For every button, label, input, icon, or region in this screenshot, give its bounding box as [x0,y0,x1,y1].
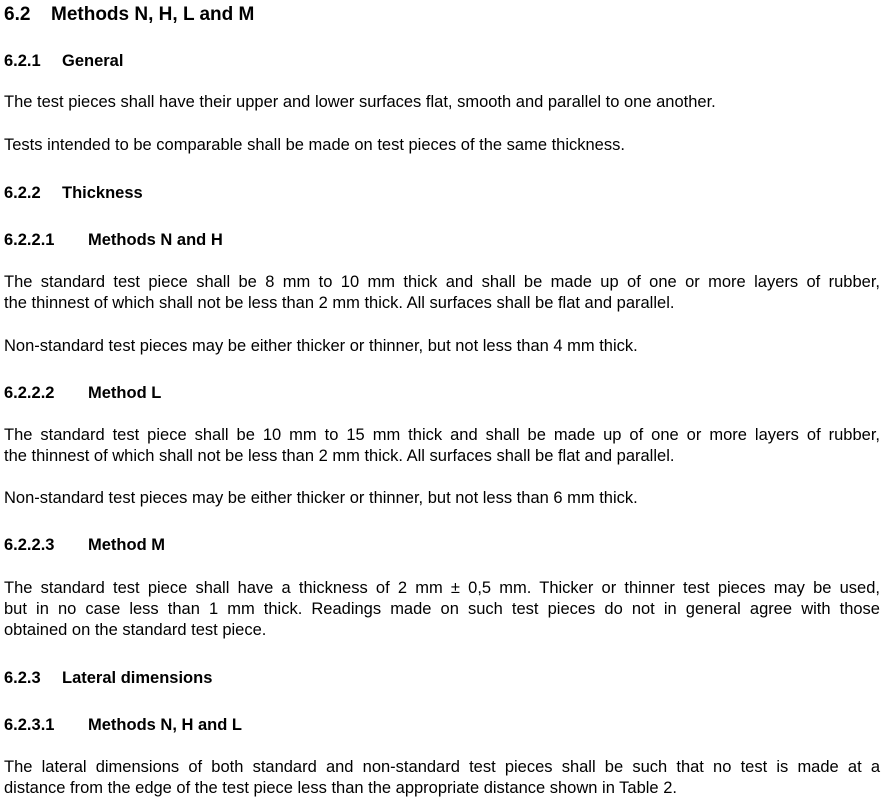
heading-title: Methods N, H and L [88,716,242,734]
heading-title: General [62,52,124,70]
heading-title: Methods N, H, L and M [51,4,255,25]
heading-number: 6.2 [4,4,31,25]
paragraph-line: the thinnest of which shall not be less than 2 mm thick. All surfaces shall be flat and parallel. [4,447,675,465]
heading-6-2-2-1 [4,232,223,249]
paragraph-line: The standard test piece shall be 10 mm to 15 mm thick and shall be made up of one or more layers of rubber, [4,426,880,444]
heading-6-2-2-3 [4,537,165,554]
paragraph [4,425,880,467]
heading-6-2-1 [4,53,123,70]
paragraph-line: but in no case less than 1 mm thick. Readings made on such test pieces do not in general agree with those [4,600,880,618]
heading-6-2-2 [4,185,143,202]
paragraph-line: the thinnest of which shall not be less than 2 mm thick. All surfaces shall be flat and parallel. [4,294,675,312]
heading-number: 6.2.2.3 [4,536,55,554]
heading-number: 6.2.1 [4,52,41,70]
heading-6-2-3 [4,670,212,687]
paragraph-line: distance from the edge of the test piece less than the appropriate distance shown in Table 2. [4,779,677,797]
heading-title: Lateral dimensions [62,669,213,687]
paragraph-line: obtained on the standard test piece. [4,621,267,639]
heading-6-2-3-1 [4,717,242,734]
paragraph [4,757,880,799]
paragraph: Tests intended to be comparable shall be made on test pieces of the same thickness. [4,136,625,154]
paragraph: Non-standard test pieces may be either thicker or thinner, but not less than 4 mm thick. [4,337,638,355]
paragraph [4,272,880,314]
paragraph: The test pieces shall have their upper and lower surfaces flat, smooth and parallel to one another. [4,93,716,111]
paragraph: Non-standard test pieces may be either thicker or thinner, but not less than 6 mm thick. [4,489,638,507]
heading-number: 6.2.2.2 [4,384,55,402]
heading-number: 6.2.3.1 [4,716,55,734]
paragraph-line: The standard test piece shall have a thickness of 2 mm ± 0,5 mm. Thicker or thinner test pieces may be used, [4,579,880,597]
paragraph-line: The standard test piece shall be 8 mm to 10 mm thick and shall be made up of one or more layers of rubber, [4,273,880,291]
heading-number: 6.2.2.1 [4,231,55,249]
heading-title: Thickness [62,184,143,202]
heading-6-2 [4,5,254,24]
heading-title: Methods N and H [88,231,223,249]
heading-title: Method M [88,536,165,554]
paragraph [4,578,880,641]
heading-number: 6.2.3 [4,669,41,687]
heading-6-2-2-2 [4,385,161,402]
paragraph-line: The lateral dimensions of both standard and non-standard test pieces shall be such that no test is made at a [4,758,880,776]
heading-title: Method L [88,384,162,402]
heading-number: 6.2.2 [4,184,41,202]
